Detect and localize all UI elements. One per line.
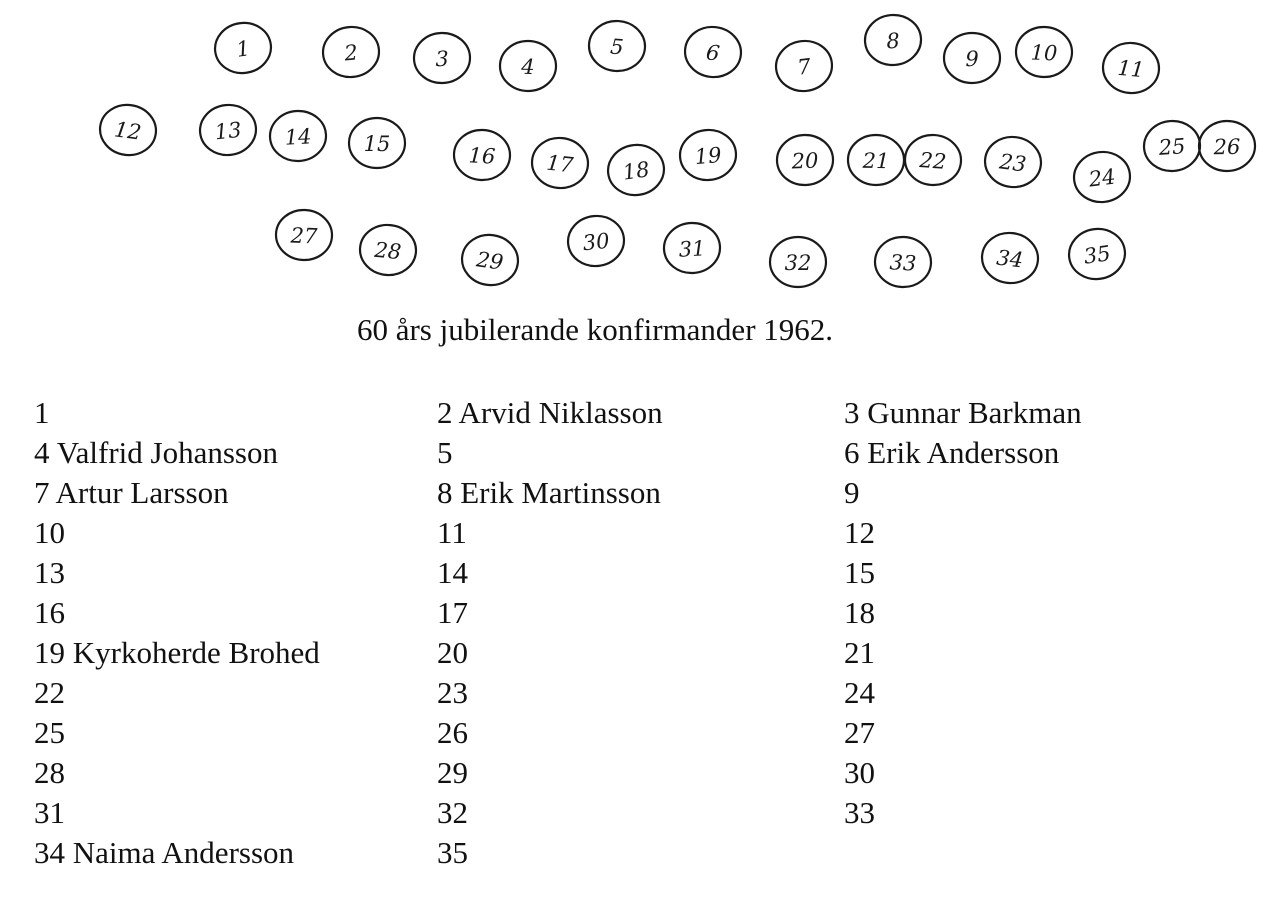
names-row: [34, 593, 1234, 633]
svg-text:9: 9: [965, 46, 979, 72]
svg-text:15: 15: [363, 132, 391, 156]
svg-text:28: 28: [373, 237, 403, 265]
name-entry: 30: [844, 755, 875, 790]
name-entry: 25: [34, 715, 65, 750]
names-row: [34, 473, 1234, 513]
position-marker-15: [349, 118, 405, 168]
svg-text:11: 11: [1116, 55, 1146, 83]
svg-text:14: 14: [284, 124, 313, 150]
names-row: [34, 793, 1234, 833]
position-marker-21: [848, 135, 905, 186]
position-marker-16: [453, 129, 512, 182]
name-entry: 3 Gunnar Barkman: [844, 395, 1082, 430]
svg-text:26: 26: [1213, 134, 1241, 160]
position-marker-31: [663, 222, 722, 275]
svg-text:29: 29: [474, 247, 505, 275]
name-entry: 26: [437, 715, 468, 750]
position-marker-18: [605, 141, 667, 198]
name-entry: 17: [437, 595, 468, 630]
name-entry: 35: [437, 835, 468, 870]
position-marker-25: [1142, 119, 1201, 173]
position-marker-7: [773, 38, 835, 94]
svg-text:18: 18: [621, 157, 652, 185]
svg-text:12: 12: [112, 117, 143, 145]
position-marker-33: [874, 236, 933, 289]
svg-text:33: 33: [888, 250, 917, 276]
position-marker-20: [776, 134, 834, 186]
position-marker-32: [770, 237, 826, 287]
name-entry: 14: [437, 555, 468, 590]
svg-text:34: 34: [995, 245, 1025, 273]
svg-text:4: 4: [521, 54, 535, 80]
name-entry: 12: [844, 515, 875, 550]
svg-text:32: 32: [784, 251, 812, 275]
names-row: [34, 633, 1234, 673]
svg-text:27: 27: [290, 223, 318, 249]
name-entry: 28: [34, 755, 65, 790]
name-entry: 6 Erik Andersson: [844, 435, 1060, 470]
name-entry: 11: [437, 515, 467, 550]
svg-text:25: 25: [1157, 134, 1187, 160]
name-entry: 20: [437, 635, 468, 670]
position-marker-26: [1199, 121, 1256, 172]
position-key-diagram: [0, 0, 1279, 300]
svg-text:1: 1: [234, 36, 252, 62]
name-entry: 24: [844, 675, 875, 710]
svg-text:22: 22: [918, 148, 948, 174]
name-entry: 5: [437, 435, 453, 470]
position-marker-28: [358, 223, 418, 278]
position-marker-3: [413, 32, 471, 84]
name-entry: 33: [844, 795, 875, 830]
position-marker-27: [275, 209, 333, 261]
names-row: [34, 433, 1234, 473]
name-entry: 32: [437, 795, 468, 830]
svg-text:6: 6: [704, 40, 721, 66]
name-entry: 1: [34, 395, 50, 430]
name-entry: 29: [437, 755, 468, 790]
name-entry: 18: [844, 595, 875, 630]
names-row: [34, 553, 1234, 593]
position-marker-34: [980, 230, 1041, 286]
svg-text:8: 8: [885, 28, 901, 54]
svg-text:5: 5: [609, 34, 625, 60]
position-marker-5: [587, 19, 646, 73]
position-marker-29: [459, 231, 521, 288]
svg-text:23: 23: [998, 149, 1028, 177]
name-entry: 10: [34, 515, 65, 550]
position-marker-8: [863, 13, 922, 67]
svg-text:19: 19: [693, 142, 723, 170]
name-entry: 15: [844, 555, 875, 590]
name-entry: 34 Naima Andersson: [34, 835, 295, 870]
svg-text:16: 16: [467, 143, 496, 169]
position-marker-23: [982, 134, 1044, 190]
names-list: [34, 393, 1234, 873]
position-marker-17: [530, 135, 591, 191]
name-entry: 16: [34, 595, 65, 630]
svg-text:10: 10: [1030, 40, 1058, 66]
name-entry: 9: [844, 475, 860, 510]
name-entry: 13: [34, 555, 65, 590]
names-row: [34, 393, 1234, 433]
position-marker-13: [198, 102, 259, 158]
svg-text:31: 31: [678, 236, 707, 262]
name-entry: 19 Kyrkoherde Brohed: [34, 635, 320, 670]
position-marker-1: [212, 19, 274, 76]
name-entry: 2 Arvid Niklasson: [437, 395, 663, 430]
name-entry: 22: [34, 675, 65, 710]
names-row: [34, 833, 1234, 873]
position-marker-2: [321, 25, 381, 80]
position-marker-35: [1066, 225, 1128, 282]
svg-text:35: 35: [1082, 241, 1113, 269]
position-marker-30: [566, 213, 627, 269]
caption: 60 års jubilerande konfirmander 1962.: [356, 312, 834, 347]
names-row: [34, 753, 1234, 793]
position-marker-6: [682, 24, 744, 80]
name-entry: 27: [844, 715, 875, 750]
position-marker-14: [269, 110, 328, 163]
svg-text:2: 2: [343, 40, 359, 66]
names-row: [34, 713, 1234, 753]
name-entry: 7 Artur Larsson: [34, 475, 229, 510]
name-entry: 8 Erik Martinsson: [437, 475, 661, 510]
svg-text:7: 7: [796, 54, 813, 80]
svg-text:17: 17: [545, 150, 575, 178]
position-marker-22: [903, 133, 962, 187]
svg-text:21: 21: [862, 148, 890, 174]
position-marker-9: [944, 33, 1001, 84]
name-entry: 21: [844, 635, 875, 670]
position-marker-19: [678, 128, 738, 183]
position-marker-11: [1101, 41, 1161, 96]
names-row: [34, 673, 1234, 713]
position-marker-24: [1071, 149, 1133, 205]
name-entry: 4 Valfrid Johansson: [34, 435, 278, 470]
svg-text:30: 30: [581, 228, 611, 256]
position-marker-10: [1015, 26, 1073, 78]
names-row: [34, 513, 1234, 553]
svg-text:13: 13: [213, 117, 243, 145]
position-marker-4: [500, 41, 557, 92]
position-marker-12: [97, 101, 159, 158]
svg-text:3: 3: [434, 46, 450, 72]
name-entry: 23: [437, 675, 468, 710]
svg-text:24: 24: [1087, 164, 1117, 192]
svg-text:20: 20: [791, 148, 819, 174]
name-entry: 31: [34, 795, 65, 830]
